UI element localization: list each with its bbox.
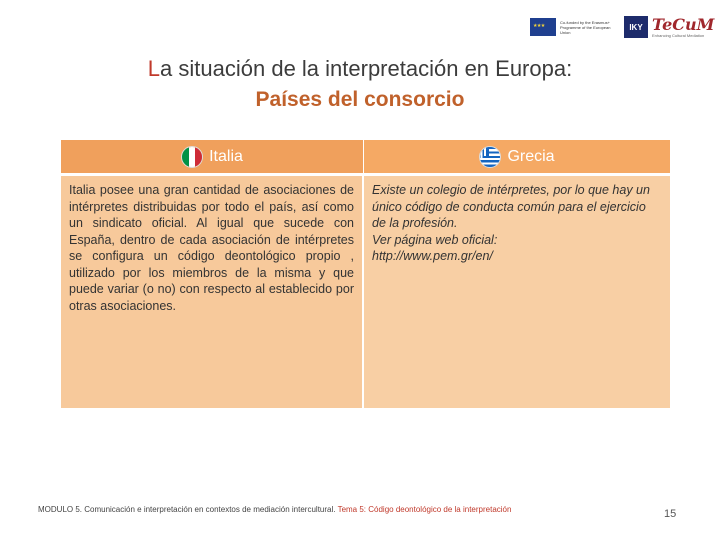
column-header-grecia [364, 140, 670, 176]
project-logo-name: TeCuM [652, 14, 715, 34]
slide-title-initial: L [147, 56, 161, 81]
italia-description-cell [61, 176, 364, 408]
slide-title-rest: a situación de la interpretación en Europa: [160, 56, 573, 81]
eu-flag-icon [530, 18, 556, 36]
project-logo [652, 14, 715, 38]
column-header-italia [61, 140, 364, 176]
eu-cofunded-text: Co-funded by the Erasmus+ Programme of the European Union [560, 19, 611, 35]
grecia-description-cell [364, 176, 670, 408]
project-logo-subtitle: Enhancing Cultural Mediation [652, 32, 705, 38]
page-number: 15 [664, 508, 677, 520]
footer [38, 505, 511, 514]
footer-topic-text: Tema 5: Código deontológico de la interpretación [337, 505, 512, 514]
italia-description: Italia posee una gran cantidad de asociaciones de intérpretes distribuidas por todo el país, así como un sindicato oficial. Al igual que sucede con España, dentro de cada asociación de intérpretes se configura un código deontológico propio , utilizado por los miembros de la misma y que puede variar (o no) con respecto al establecido por otras asociaciones. [69, 183, 354, 313]
iky-logo: IKY [624, 16, 648, 38]
column-header-label: Grecia [507, 147, 555, 165]
slide-subtitle: Países del consorcio [255, 88, 465, 111]
grecia-link-label: Ver página web oficial: [372, 232, 498, 247]
column-header-label: Italia [209, 147, 243, 165]
partner-logos [530, 14, 714, 40]
footer-module-text: MODULO 5. Comunicación e interpretación en contextos de mediación intercultural. [38, 505, 336, 514]
countries-table [61, 140, 670, 408]
greece-flag-icon [479, 146, 501, 168]
grecia-website-link[interactable]: http://www.pem.gr/en/ [372, 249, 493, 263]
italy-flag-icon [181, 146, 203, 168]
grecia-description: Existe un colegio de intérpretes, por lo que hay un único código de conducta común para el ejercicio de la profesión. [372, 183, 650, 230]
slide-title [0, 55, 720, 83]
